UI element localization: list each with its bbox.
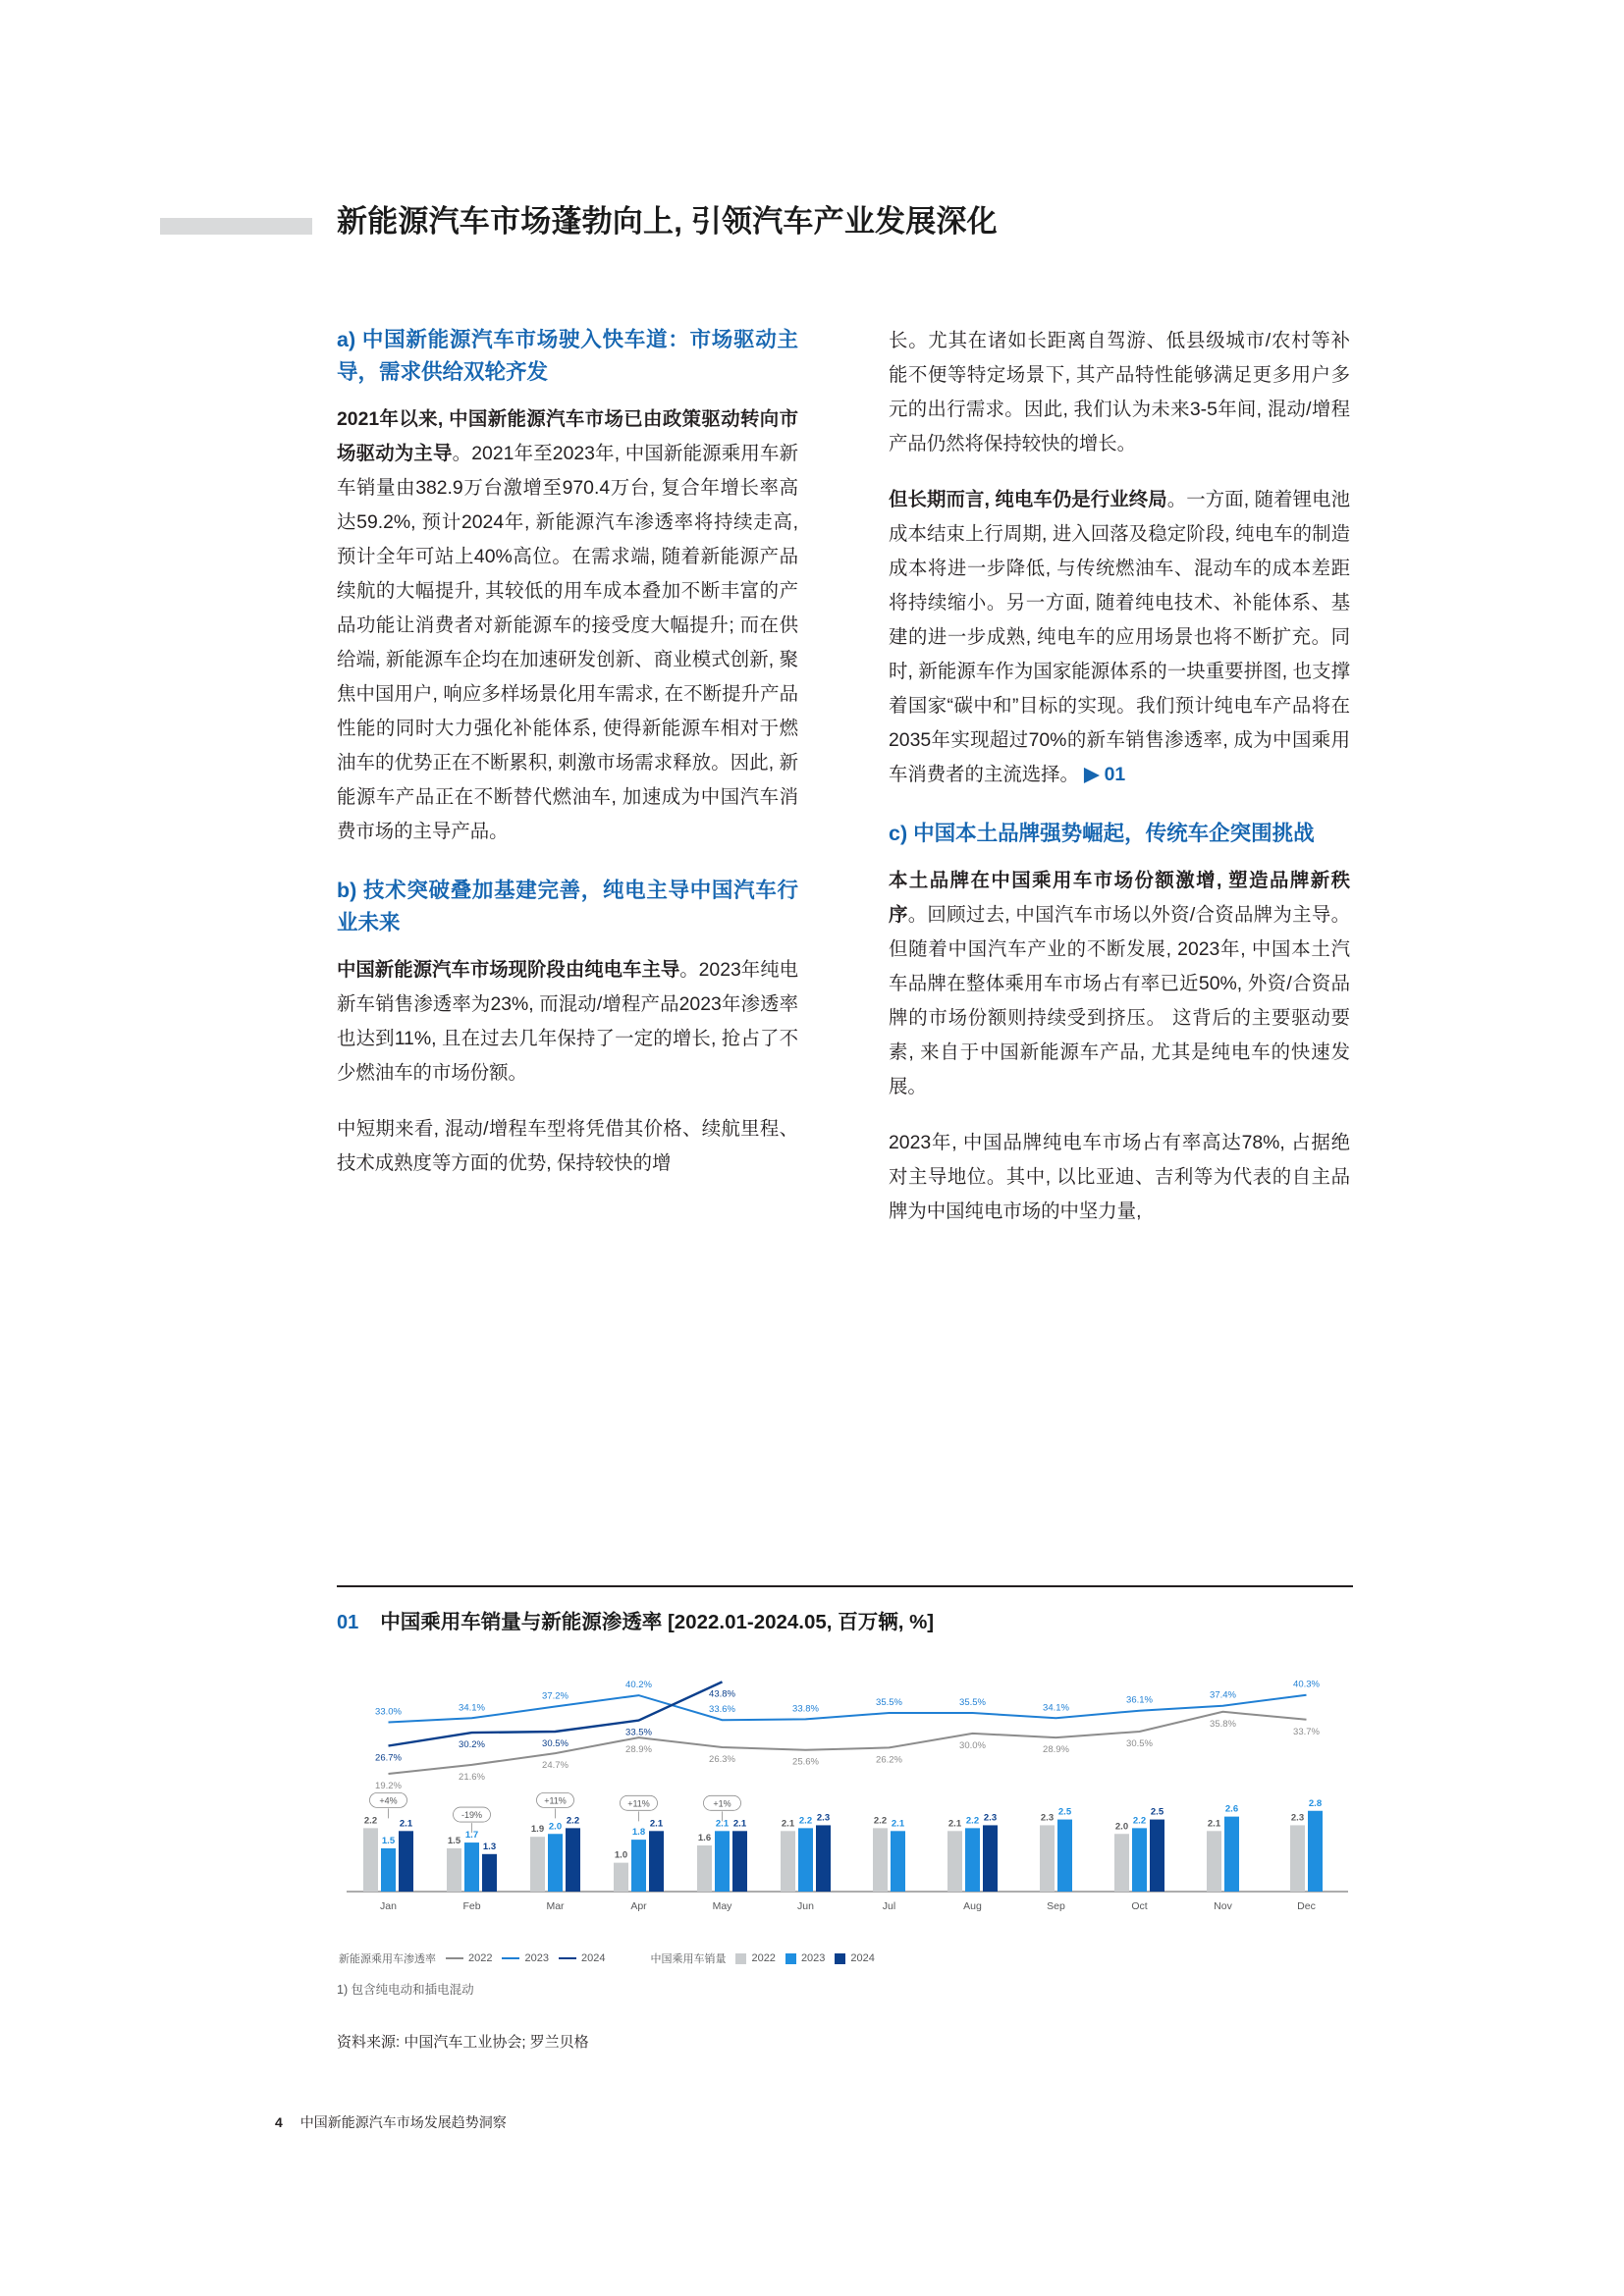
svg-text:34.1%: 34.1% xyxy=(459,1702,485,1714)
svg-text:2.0: 2.0 xyxy=(548,1821,563,1833)
legend-bar-2023-label: 2023 xyxy=(800,1952,826,1964)
paragraph-c1 xyxy=(889,483,1350,792)
svg-text:25.6%: 25.6% xyxy=(792,1756,819,1768)
svg-text:35.8%: 35.8% xyxy=(1210,1718,1236,1730)
svg-text:2.1: 2.1 xyxy=(781,1818,795,1830)
svg-text:2.2: 2.2 xyxy=(965,1815,980,1827)
figure-divider xyxy=(337,1585,1353,1587)
svg-text:Jun: Jun xyxy=(797,1900,814,1912)
legend-bar-2022-label: 2022 xyxy=(751,1952,776,1964)
svg-text:2.1: 2.1 xyxy=(399,1818,413,1830)
svg-text:2.5: 2.5 xyxy=(1057,1806,1072,1818)
svg-text:30.5%: 30.5% xyxy=(542,1738,568,1749)
legend-line-2022-label: 2022 xyxy=(468,1952,493,1964)
svg-text:34.1%: 34.1% xyxy=(1043,1702,1069,1714)
svg-text:28.9%: 28.9% xyxy=(1043,1744,1069,1756)
svg-text:2.1: 2.1 xyxy=(1207,1818,1221,1830)
left-column xyxy=(337,324,798,1181)
figure-header xyxy=(337,1605,1353,1634)
header-rule xyxy=(160,218,312,235)
svg-text:2.5: 2.5 xyxy=(1150,1806,1164,1818)
svg-text:2.2: 2.2 xyxy=(798,1815,813,1827)
paragraph-b2: 中短期来看, 混动/增程车型将凭借其价格、续航里程、技术成熟度等方面的优势, 保持较快的增 xyxy=(337,1118,798,1174)
svg-text:1.8: 1.8 xyxy=(631,1827,646,1839)
svg-text:Jan: Jan xyxy=(380,1900,397,1912)
page-footer xyxy=(275,2112,507,2132)
svg-text:+11%: +11% xyxy=(627,1798,650,1809)
svg-text:Nov: Nov xyxy=(1214,1900,1232,1912)
svg-text:2.8: 2.8 xyxy=(1308,1797,1323,1809)
legend-bar-2024 xyxy=(835,1952,874,1964)
svg-text:+4%: +4% xyxy=(379,1795,398,1806)
paragraph-c1-lead: 但长期而言, 纯电车仍是行业终局 xyxy=(889,489,1167,510)
figure-title: 中国乘用车销量与新能源渗透率 [2022.01-2024.05, 百万辆, %] xyxy=(380,1611,935,1633)
svg-text:May: May xyxy=(712,1900,732,1912)
legend-bar-2022 xyxy=(735,1952,775,1964)
heading-c: c) 中国本土品牌强势崛起，传统车企突围挑战 xyxy=(889,822,1315,845)
paragraph-a1-body: 。2021年至2023年, 中国新能源乘用车新车销量由382.9万台激增至970.4万台, 复合年增长率高达59.2%, 预计2024年, 新能源汽车渗透率将持续走高, 预计全年可站上40%高位。在需求端, 随着新能源产品续航的大幅提升, 其较低的用车成本叠加不断丰富的产品功能让消费者对新能源车的接受度大幅提升; 而在供给端, 新能源车企均在加速研发创新、商业模式创新, 聚焦中国用户, 响应多样场景化用车需求, 在不断提升产品性能的同时大力强化补能体系, 使得新能源车相对于燃油车的优势正在不断累积, 刺激市场需求释放。因此, 新能源车产品正在不断替代燃油车, 加速成为中国汽车消费市场的主导产品。 xyxy=(337,443,798,842)
paragraph-d1-lead: 本土品牌在中国乘用车市场份额激增, 塑造品牌新秩序 xyxy=(889,870,1350,926)
page-number: 4 xyxy=(275,2114,283,2130)
svg-text:33.7%: 33.7% xyxy=(1293,1726,1320,1737)
footer-title: 中国新能源汽车市场发展趋势洞察 xyxy=(299,2114,507,2130)
svg-text:33.0%: 33.0% xyxy=(375,1706,402,1718)
svg-text:Oct: Oct xyxy=(1131,1900,1148,1912)
svg-text:1.3: 1.3 xyxy=(482,1841,497,1852)
svg-text:1.6: 1.6 xyxy=(697,1833,712,1843)
svg-text:Mar: Mar xyxy=(546,1900,565,1912)
svg-text:1.9: 1.9 xyxy=(530,1824,545,1836)
svg-text:26.7%: 26.7% xyxy=(375,1752,402,1764)
svg-text:19.2%: 19.2% xyxy=(375,1781,402,1792)
page-title: 新能源汽车市场蓬勃向上, 引领汽车产业发展深化 xyxy=(337,204,998,239)
svg-text:2.3: 2.3 xyxy=(1290,1812,1305,1824)
legend-bar-group-label: 中国乘用车销量 xyxy=(650,1953,727,1965)
paragraph-b1-lead: 中国新能源汽车市场现阶段由纯电车主导 xyxy=(337,959,680,981)
svg-text:43.8%: 43.8% xyxy=(709,1688,735,1700)
svg-text:33.6%: 33.6% xyxy=(709,1704,735,1716)
legend-bar-2023 xyxy=(785,1952,825,1964)
paragraph-c1-body: 。一方面, 随着锂电池成本结束上行周期, 进入回落及稳定阶段, 纯电车的制造成本将进一步降低, 与传统燃油车、混动车的成本差距将持续缩小。另一方面, 随着纯电技术、补能体系、基建的进一步成熟, 纯电车的应用场景也将不断扩充。同时, 新能源车作为国家能源体系的一块重要拼图, 也支撑着国家“碳中和”目标的实现。我们预计纯电车产品将在2035年实现超过70%的新车销售渗透率, 成为中国乘用车消费者的主流选择。 xyxy=(889,489,1350,785)
svg-text:2.2: 2.2 xyxy=(363,1815,378,1827)
svg-text:36.1%: 36.1% xyxy=(1126,1694,1153,1706)
svg-text:33.5%: 33.5% xyxy=(625,1727,652,1738)
svg-text:1.5: 1.5 xyxy=(447,1835,461,1846)
svg-text:Jul: Jul xyxy=(882,1900,896,1912)
svg-text:2.2: 2.2 xyxy=(566,1815,580,1827)
svg-text:2.6: 2.6 xyxy=(1224,1803,1239,1815)
svg-text:37.2%: 37.2% xyxy=(542,1690,568,1702)
chart-svg xyxy=(337,1652,1353,1947)
svg-text:40.3%: 40.3% xyxy=(1293,1679,1320,1690)
paragraph-b1-body: 。2023年纯电新车销售渗透率为23%, 而混动/增程产品2023年渗透率也达到11%, 且在过去几年保持了一定的增长, 抢占了不少燃油车的市场份额。 xyxy=(337,959,798,1084)
svg-text:2.1: 2.1 xyxy=(891,1818,905,1830)
svg-text:26.2%: 26.2% xyxy=(876,1754,902,1766)
svg-text:37.4%: 37.4% xyxy=(1210,1689,1236,1701)
right-column xyxy=(889,324,1350,1229)
figure-source: 资料来源: 中国汽车工业协会; 罗兰贝格 xyxy=(337,2034,589,2051)
svg-text:Feb: Feb xyxy=(462,1900,481,1912)
svg-text:Sep: Sep xyxy=(1047,1900,1065,1912)
svg-text:2.1: 2.1 xyxy=(732,1818,747,1830)
svg-text:30.2%: 30.2% xyxy=(459,1739,485,1751)
svg-text:2.3: 2.3 xyxy=(983,1812,998,1824)
legend-line-2023-label: 2023 xyxy=(524,1952,549,1964)
svg-text:26.3%: 26.3% xyxy=(709,1753,735,1765)
paragraph-d1 xyxy=(889,864,1350,1104)
heading-a: a) 中国新能源汽车市场驶入快车道：市场驱动主导，需求供给双轮齐发 xyxy=(337,328,798,384)
svg-text:Apr: Apr xyxy=(630,1900,647,1912)
paragraph-d2: 2023年, 中国品牌纯电车市场占有率高达78%, 占据绝对主导地位。其中, 以比亚迪、吉利等为代表的自主品牌为中国纯电市场的中坚力量, xyxy=(889,1132,1350,1222)
chart-canvas xyxy=(337,1652,1353,1947)
svg-text:2.2: 2.2 xyxy=(1132,1815,1147,1827)
svg-text:Dec: Dec xyxy=(1297,1900,1316,1912)
legend-line-2024-label: 2024 xyxy=(580,1952,606,1964)
figure-reference-01[interactable]: ▶ 01 xyxy=(1084,764,1126,785)
svg-text:2.1: 2.1 xyxy=(649,1818,664,1830)
svg-text:30.5%: 30.5% xyxy=(1126,1738,1153,1749)
svg-text:33.8%: 33.8% xyxy=(792,1703,819,1715)
heading-b: b) 技术突破叠加基建完善，纯电主导中国汽车行业未来 xyxy=(337,879,798,934)
svg-text:2.1: 2.1 xyxy=(715,1818,730,1830)
figure-number: 01 xyxy=(337,1612,359,1633)
legend-line-group-label: 新能源乘用车渗透率 xyxy=(339,1953,436,1965)
svg-text:2.1: 2.1 xyxy=(947,1818,962,1830)
paragraph-d1-body: 。回顾过去, 中国汽车市场以外资/合资品牌为主导。但随着中国汽车产业的不断发展, 2023年, 中国本土汽车品牌在整体乘用车市场占有率已近50%, 外资/合资品牌的市场份额则持续受到挤压。 这背后的主要驱动要素, 来自于中国新能源车产品, 尤其是纯电车的快速发展。 xyxy=(889,904,1350,1097)
svg-text:2.3: 2.3 xyxy=(1040,1812,1055,1824)
chart-legend xyxy=(337,1950,1353,1966)
svg-text:28.9%: 28.9% xyxy=(625,1744,652,1756)
paragraph-a1-lead: 2021年以来, 中国新能源汽车市场已由政策驱动转向市场驱动为主导 xyxy=(337,408,798,464)
svg-text:2.3: 2.3 xyxy=(816,1812,831,1824)
svg-text:+11%: +11% xyxy=(544,1795,567,1806)
svg-text:1.7: 1.7 xyxy=(464,1830,479,1842)
svg-text:-19%: -19% xyxy=(460,1810,483,1821)
svg-text:Aug: Aug xyxy=(963,1900,982,1912)
svg-text:30.0%: 30.0% xyxy=(959,1739,986,1751)
paragraph-a1 xyxy=(337,402,798,849)
legend-line-2024 xyxy=(559,1952,605,1964)
svg-text:+1%: +1% xyxy=(713,1798,731,1809)
svg-text:1.0: 1.0 xyxy=(614,1849,628,1861)
svg-text:21.6%: 21.6% xyxy=(459,1771,485,1783)
legend-bar-2024-label: 2024 xyxy=(850,1952,875,1964)
svg-text:35.5%: 35.5% xyxy=(876,1696,902,1708)
legend-line-2023 xyxy=(502,1952,548,1964)
svg-text:1.5: 1.5 xyxy=(381,1835,396,1846)
figure-footnote: 1) 包含纯电动和插电混动 xyxy=(337,1983,474,1997)
svg-text:2.0: 2.0 xyxy=(1114,1821,1129,1833)
legend-line-2022 xyxy=(446,1952,492,1964)
svg-text:40.2%: 40.2% xyxy=(625,1680,652,1691)
svg-text:24.7%: 24.7% xyxy=(542,1760,568,1772)
figure-01 xyxy=(337,1585,1353,2052)
svg-text:2.2: 2.2 xyxy=(873,1815,888,1827)
paragraph-b1 xyxy=(337,953,798,1091)
svg-text:35.5%: 35.5% xyxy=(959,1696,986,1708)
paragraph-c0: 长。尤其在诸如长距离自驾游、低县级城市/农村等补能不便等特定场景下, 其产品特性能够满足更多用户多元的出行需求。因此, 我们认为未来3-5年间, 混动/增程产品仍然将保持较快的增长。 xyxy=(889,330,1350,454)
